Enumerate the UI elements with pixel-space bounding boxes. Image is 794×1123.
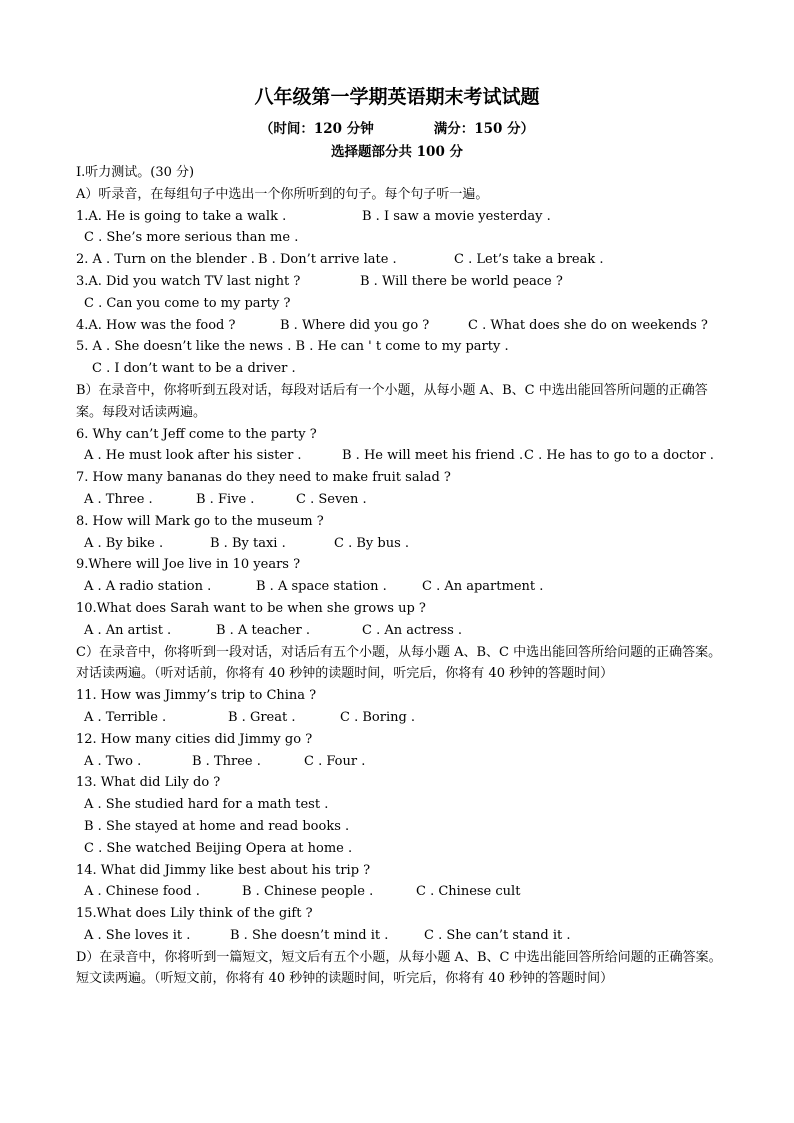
question-5-option-c-line — [76, 358, 726, 380]
question-9-options — [76, 576, 726, 598]
q10-option-a: A . An artist . — [84, 622, 172, 638]
q10-option-c: C . An actress . — [362, 622, 463, 638]
exam-content — [76, 162, 726, 990]
q12-option-c: C . Four . — [304, 753, 366, 769]
question-11-options — [76, 707, 726, 729]
question-12-options — [76, 751, 726, 773]
q13-option-a: A . She studied hard for a math test . — [84, 797, 329, 813]
q5-option-ab: 5. A . She doesn’t like the news . B . He can ' t come to my party . — [76, 339, 509, 355]
q3-option-c: C . Can you come to my party ? — [84, 295, 291, 311]
q12-option-a: A . Two . — [84, 753, 142, 769]
q7-option-c: C . Seven . — [296, 491, 367, 507]
section-note: 选择题部分共 100 分 — [330, 144, 464, 160]
question-15-stem: 15.What does Lily think of the gift ? — [76, 906, 313, 922]
q13-option-b: B . She stayed at home and read books . — [84, 818, 350, 834]
section-d-instruction: D）在录音中，你将听到一篇短文，短文后有五个小题，从每小题 A、B、C 中选出能回答所给问题的正确答案。短文读两遍。（听短文前，你将有 40 秒钟的读题时间，听完后，你将有 40 秒钟的答题时间） — [76, 949, 722, 987]
question-6-options — [76, 445, 726, 467]
q6-option-c: C . He has to go to a doctor . — [524, 448, 714, 464]
q8-option-a: A . By bike . — [84, 535, 164, 551]
q1-option-c: C . She’s more serious than me . — [84, 230, 299, 246]
q14-option-b: B . Chinese people . — [242, 884, 374, 900]
question-4-options — [76, 315, 726, 337]
question-6-stem: 6. Why can’t Jeff come to the party ? — [76, 426, 317, 442]
q3-option-b: B . Will there be world peace ? — [360, 273, 563, 289]
part-title: I.听力测试。(30 分) — [76, 165, 195, 180]
question-5-options — [76, 336, 726, 358]
question-12-stem: 12. How many cities did Jimmy go ? — [76, 731, 313, 747]
q14-option-c: C . Chinese cult — [416, 884, 521, 900]
exam-time-score — [0, 118, 794, 140]
question-8-options — [76, 533, 726, 555]
question-2-options — [76, 249, 726, 271]
q11-option-c: C . Boring . — [340, 709, 416, 725]
question-11-stem: 11. How was Jimmy’s trip to China ? — [76, 688, 317, 704]
q1-option-a: 1.A. He is going to take a walk . — [76, 208, 287, 224]
q5-option-c: C . I don’t want to be a driver . — [92, 361, 296, 377]
q3-option-a: 3.A. Did you watch TV last night ? — [76, 273, 301, 289]
question-14-stem: 14. What did Jimmy like best about his trip ? — [76, 862, 371, 878]
q8-option-b: B . By taxi . — [210, 535, 286, 551]
question-9-stem: 9.Where will Joe live in 10 years ? — [76, 557, 301, 573]
question-7-stem: 7. How many bananas do they need to make fruit salad ? — [76, 470, 451, 486]
section-c-instruction: C）在录音中，你将听到一段对话，对话后有五个小题，从每小题 A、B、C 中选出能回答所给问题的正确答案。对话读两遍。（听对话前，你将有 40 秒钟的读题时间，听完后，你将有 40 秒钟的答题时间） — [76, 644, 722, 682]
question-7-options — [76, 489, 726, 511]
question-1-option-c-line — [76, 227, 726, 249]
q4-option-c: C . What does she do on weekends ? — [468, 317, 708, 333]
q6-option-a: A . He must look after his sister . — [84, 448, 302, 464]
q7-option-b: B . Five . — [196, 491, 255, 507]
q11-option-a: A . Terrible . — [84, 709, 167, 725]
q15-option-a: A . She loves it . — [84, 927, 191, 943]
q2-option-b: B . Don’t arrive late . — [258, 252, 397, 268]
question-13-stem: 13. What did Lily do ? — [76, 775, 221, 791]
q9-option-c: C . An apartment . — [422, 579, 544, 595]
question-15-options — [76, 925, 726, 947]
q11-option-b: B . Great . — [228, 709, 296, 725]
q15-option-c: C . She can’t stand it . — [424, 927, 571, 943]
question-1-options — [76, 206, 726, 228]
question-8-stem: 8. How will Mark go to the museum ? — [76, 513, 324, 529]
q12-option-b: B . Three . — [192, 753, 261, 769]
section-a-instruction: A）听录音，在每组句子中选出一个你所听到的句子。每个句子听一遍。 — [76, 186, 489, 202]
question-3-option-c-line — [76, 293, 726, 315]
question-10-options — [76, 620, 726, 642]
q2-option-a: 2. A . Turn on the blender . — [76, 252, 255, 268]
q9-option-b: B . A space station . — [256, 579, 387, 595]
q1-option-b: B . I saw a movie yesterday . — [362, 208, 551, 224]
section-b-instruction: B）在录音中，你将听到五段对话，每段对话后有一个小题，从每小题 A、B、C 中选出能回答所问题的正确答案。每段对话读两遍。 — [76, 382, 708, 420]
q7-option-a: A . Three . — [84, 491, 153, 507]
exam-score: 满分：150 分） — [433, 121, 535, 137]
question-14-options — [76, 881, 726, 903]
q2-option-c: C . Let’s take a break . — [454, 252, 604, 268]
question-10-stem: 10.What does Sarah want to be when she grows up ? — [76, 600, 426, 616]
q13-option-c: C . She watched Beijing Opera at home . — [84, 840, 353, 856]
exam-title: 八年级第一学期英语期末考试试题 — [254, 86, 540, 108]
q9-option-a: A . A radio station . — [84, 579, 212, 595]
q4-option-a: 4.A. How was the food ? — [76, 317, 236, 333]
q6-option-b: B . He will meet his friend . — [342, 448, 524, 464]
q15-option-b: B . She doesn’t mind it . — [230, 927, 389, 943]
exam-time: （时间：120 分钟 — [259, 121, 374, 137]
q14-option-a: A . Chinese food . — [84, 884, 200, 900]
question-3-options — [76, 271, 726, 293]
q4-option-b: B . Where did you go ? — [280, 317, 430, 333]
q8-option-c: C . By bus . — [334, 535, 410, 551]
q10-option-b: B . A teacher . — [216, 622, 310, 638]
